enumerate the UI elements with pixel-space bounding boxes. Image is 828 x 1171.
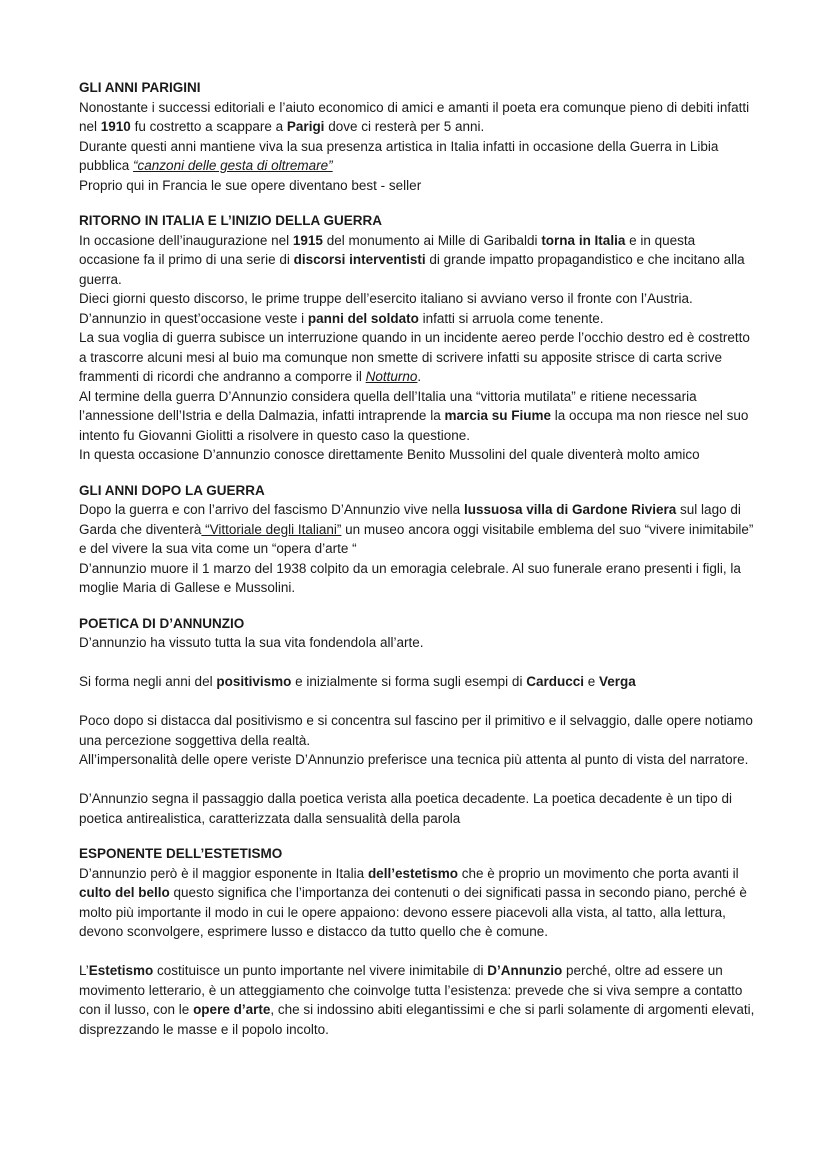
text-run: All’impersonalità delle opere veriste D’Annunzio preferisce una tecnica più attenta al punto di vista del narratore. [79, 752, 749, 767]
text-run: D’annunzio in quest’occasione veste i [79, 310, 308, 326]
bold-text: Estetismo [88, 963, 154, 978]
text-run: e in questa occasione fa il primo di una serie di [79, 232, 696, 267]
bold-text: marcia su Fiume [444, 408, 551, 423]
section [79, 614, 759, 829]
text-run: un museo ancora oggi visitabile emblema del suo “vivere inimitabile” e del vivere la sua vita come un “opera d’arte “ [79, 521, 754, 556]
section [79, 78, 759, 195]
bold-text: Parigi [286, 119, 325, 134]
paragraph [79, 864, 759, 942]
text-run: Proprio qui in Francia le sue opere diventano best - seller [79, 177, 422, 193]
text-run: Al termine della guerra D’Annunzio considera quella dell’Italia una “vittoria mutilata” e ritiene necessaria l’annessione dell’Istria e della Dalmazia, infatti intraprende la [79, 388, 697, 423]
paragraph [79, 750, 759, 770]
text-run: D’annunzio ha vissuto tutta la sua vita fondendola all’arte. [79, 635, 424, 650]
text-run: dove ci resterà per 5 anni. [324, 119, 485, 134]
bold-text: Carducci [526, 674, 584, 689]
text-run: In occasione dell’inaugurazione nel [79, 232, 293, 248]
text-run: L’ [79, 963, 89, 978]
text-run: Dieci giorni questo discorso, le prime truppe dell’esercito italiano si avviano verso il fronte con l’Austria. [79, 291, 693, 306]
paragraph [79, 961, 759, 1039]
text-run: del monumento ai Mille di Garibaldi [322, 232, 542, 248]
paragraph [79, 672, 759, 692]
paragraph [79, 309, 759, 329]
paragraph-spacer [79, 770, 759, 790]
paragraph [79, 98, 759, 137]
text-run: Nonostante i successi editoriali e l’aiuto economico di amici e amanti il poeta era comunque pieno di debiti infatti nel [79, 99, 750, 134]
document-page [79, 78, 759, 1055]
paragraph [79, 387, 759, 446]
paragraph [79, 176, 759, 196]
bold-text: discorsi interventisti [293, 252, 426, 267]
bold-text: torna in Italia [541, 232, 626, 248]
bold-text: 1910 [100, 119, 131, 134]
paragraph [79, 559, 759, 598]
text-run: La sua voglia di guerra subisce un interruzione quando in un incidente aereo perde l’occhio destro ed è costretto a trascorre alcuni mesi al buio ma comunque non smette di scrivere infatti su apposite strisce di carta scrive frammenti di ricordi che andranno a comporre il [79, 330, 750, 384]
text-run: perché, oltre ad essere un movimento letterario, è un atteggiamento che coinvolge tutta l’esistenza: prevede che si viva sempre a contatto con il lusso, con le [79, 963, 743, 1017]
emphasized-text: Notturno [365, 369, 418, 384]
emphasized-text: “Vittoriale degli Italiani” [201, 521, 342, 537]
bold-text: positivismo [216, 674, 292, 689]
text-run: , che si indossino abiti elegantissimi e che si parli solamente di argomenti elevati, disprezzando le masse e il popolo incolto. [79, 1002, 755, 1037]
section-heading: ESPONENTE DELL’ESTETISMO [79, 846, 283, 861]
emphasized-text: “canzoni delle gesta di oltremare” [133, 158, 333, 173]
text-run: costituisce un punto importante nel vivere inimitabile di [153, 963, 488, 978]
section [79, 211, 759, 465]
section [79, 481, 759, 598]
text-run: Poco dopo si distacca dal positivismo e si concentra sul fascino per il primitivo e il selvaggio, dalle opere notiamo una percezione soggettiva della realtà. [79, 713, 753, 748]
text-run: che è proprio un movimento che porta avanti il [457, 865, 739, 881]
section-heading: POETICA DI D’ANNUNZIO [79, 615, 245, 631]
section-heading: GLI ANNI PARIGINI [79, 80, 201, 95]
bold-text: opere d’arte [193, 1002, 271, 1017]
paragraph [79, 711, 759, 750]
paragraph-spacer [79, 653, 759, 673]
text-run: D’annunzio però è il maggior esponente in Italia [79, 865, 368, 881]
paragraph [79, 137, 759, 176]
text-run: fu costretto a scappare a [130, 119, 287, 134]
text-run: la occupa ma non riesce nel suo intento fu Giovanni Giolitti a risolvere in questo caso la questione. [79, 408, 749, 443]
text-run: questo significa che l’importanza dei contenuti o dei significati passa in secondo piano, perché è molto più importante il modo in cui le opere appaiono: devono essere piacevoli alla vista, al tatto, alla lettura, devono sconvolgere, esprimere lusso e distacco da tutto quello che è comune. [79, 885, 747, 939]
paragraph [79, 789, 759, 828]
text-run: Durante questi anni mantiene viva la sua presenza artistica in Italia infatti in occasione della Guerra in Libia pubblica [79, 138, 719, 173]
text-run: D’Annunzio segna il passaggio dalla poetica verista alla poetica decadente. La poetica decadente è un tipo di poetica antirealistica, caratterizzata dalla sensualità della parola [79, 791, 732, 826]
bold-text: culto del bello [79, 885, 170, 900]
bold-text: dell’estetismo [367, 865, 458, 881]
text-run: D’annunzio muore il 1 marzo del 1938 colpito da un emoragia celebrale. Al suo funerale erano presenti i figli, la moglie Maria di Gallese e Mussolini. [79, 560, 741, 595]
section [79, 844, 759, 1039]
text-run: sul lago di Garda che diventerà [79, 502, 741, 537]
paragraph [79, 500, 759, 559]
paragraph [79, 445, 759, 465]
bold-text: 1915 [292, 232, 323, 248]
paragraph [79, 633, 759, 653]
paragraph [79, 231, 759, 290]
paragraph-spacer [79, 692, 759, 712]
text-run: di grande impatto propagandistico e che incitano alla guerra. [79, 252, 745, 287]
section-heading: RITORNO IN ITALIA E L’INIZIO DELLA GUERRA [79, 213, 382, 228]
text-run: e [583, 674, 599, 689]
text-run: e inizialmente si forma sugli esempi di [291, 674, 527, 689]
paragraph-spacer [79, 942, 759, 962]
bold-text: panni del soldato [307, 310, 419, 326]
paragraph [79, 289, 759, 309]
text-run: Dopo la guerra e con l’arrivo del fascismo D’Annunzio vive nella [79, 502, 464, 517]
bold-text: lussuosa villa di Gardone Riviera [463, 502, 677, 517]
text-run: Si forma negli anni del [79, 674, 217, 689]
text-run: infatti si arruola come tenente. [418, 310, 604, 326]
section-heading: GLI ANNI DOPO LA GUERRA [79, 482, 265, 498]
paragraph [79, 328, 759, 387]
text-run: In questa occasione D’annunzio conosce direttamente Benito Mussolini del quale diventerà molto amico [79, 447, 700, 462]
bold-text: Verga [599, 674, 636, 689]
bold-text: D’Annunzio [487, 963, 563, 978]
text-run: . [417, 369, 422, 384]
